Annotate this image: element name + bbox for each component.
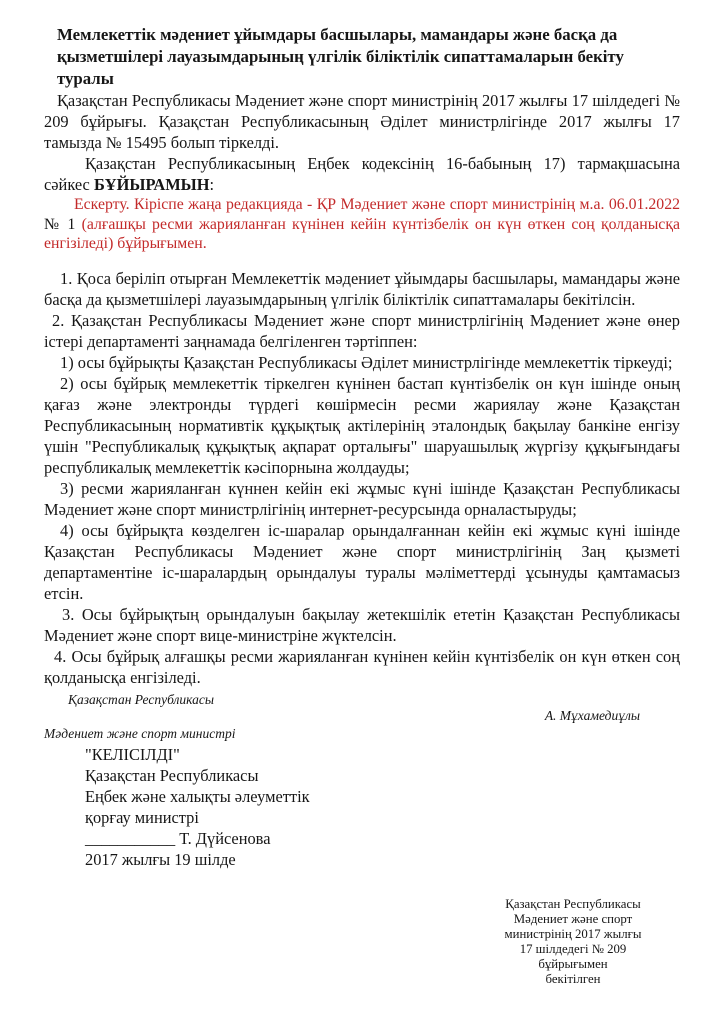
basis-colon: : [209, 175, 215, 194]
basis-text: Қазақстан Республикасының Еңбек кодексінің 16-бабының 17) тармақшасына сәйкес [44, 154, 680, 194]
agreed-date: 2017 жылғы 19 шілде [85, 849, 236, 869]
agreed-block [85, 744, 680, 870]
agreed-line-country: Қазақстан Республикасы [85, 765, 259, 785]
basis-paragraph [44, 153, 680, 195]
approval-stamp-line: министрінің 2017 жылғы [504, 927, 642, 941]
signer-title: Мәдениет және спорт министрі [44, 725, 236, 741]
order-item-2: 2. Қазақстан Республикасы Мәдениет және спорт министрлігінің Мәдениет және өнер істері департаменті заңнамада белгіленген тәртіппен: [44, 310, 680, 351]
agreed-line-minister: қорғау министрі [85, 807, 199, 827]
amendment-note-red-2: (алғашқы ресми жарияланған күнінен кейін күнтізбелік он күн өткен соң қолданысқа енгізіледі) бұйрығымен. [44, 215, 681, 252]
amendment-note-red-1: Ескерту. Кіріспе жаңа редакцияда - ҚР Мәдениет және спорт министрінің м.а. 06.01.2022 [74, 196, 680, 213]
signer-name: А. Мұхамедиұлы [544, 707, 640, 723]
approval-stamp-line: Мәдениет және спорт [513, 912, 633, 926]
document-title: Мемлекеттік мәдениет ұйымдары басшылары, мамандары және басқа да қызметшілері лауазымдарының үлгілік біліктілік сипаттамаларын бекіту туралы [57, 25, 624, 88]
order-item-1: 1. Қоса беріліп отырған Мемлекеттік мәдениет ұйымдары басшылары, мамандары және басқа да қызметшілері лауазымдарының үлгілік біліктілік сипаттамалары бекітілсін. [44, 268, 680, 309]
order-subitem-1: 1) осы бұйрықты Қазақстан Республикасы Әділет министрлігінде мемлекеттік тіркеуді; [60, 352, 673, 372]
basis-keyword: БҰЙЫРАМЫН [93, 175, 210, 194]
approval-stamp-line: Қазақстан Республикасы [505, 897, 641, 911]
signature-country: Қазақстан Республикасы [68, 691, 215, 707]
order-items [44, 268, 680, 688]
order-item-3: 3. Осы бұйрықтың орындалуын бақылау жетекшілік ететін Қазақстан Республикасы Мәдениет және спорт вице-министріне жүктелсін. [44, 604, 680, 645]
amendment-note-number: № 1 [44, 215, 76, 233]
order-subitem-4: 4) осы бұйрықта көзделген іс-шаралар орындалғаннан кейін екі жұмыс күні ішінде Қазақстан Республикасы Мәдениет және спорт министрлігінің Заң қызметі департаментіне іс-шаралардың орындалуы туралы мәліметтерді ұсынуды қамтамасыз етсін. [44, 520, 680, 603]
amendment-note [44, 195, 680, 254]
order-item-4: 4. Осы бұйрық алғашқы ресми жарияланған күнінен кейін күнтізбелік он күн өткен соң қолданысқа енгізіледі. [44, 646, 680, 687]
order-subitem-2: 2) осы бұйрық мемлекеттік тіркелген күнінен бастап күнтізбелік он күн ішінде оның қағаз және электронды түрдегі көшірмесін ресми жариялау және Қазақстан Республикасының нормативтік құқықтық актілерінің эталондық бақылау банкіне енгізу үшін "Республикалық құқықтық ақпарат орталығы" шаруашылық жүргізу құқығындағы республикалық мемлекеттік кәсіпорнына жолдауды; [44, 373, 680, 477]
approval-stamp-line: бұйрығымен [538, 957, 608, 971]
order-subitem-3: 3) ресми жарияланған күннен кейін екі жұмыс күні ішінде Қазақстан Республикасы Мәдениет және спорт министрлігінің интернет-ресурсында орналастыруды; [44, 478, 680, 519]
approval-stamp-line: бекітілген [545, 972, 601, 986]
agreed-line-ministry: Еңбек және халықты әлеуметтік [85, 786, 310, 806]
agreed-signature-line: ___________ Т. Дүйсенова [85, 828, 271, 848]
approval-stamp-line: 17 шілдедегі № 209 [519, 942, 627, 956]
intro-paragraph: Қазақстан Республикасы Мәдениет және спорт министрінің 2017 жылғы 17 шілдедегі № 209 бұйрығы. Қазақстан Республикасының Әділет министрлігінде 2017 жылғы 17 тамызда № 15495 болып тіркелді. [44, 91, 680, 152]
agreed-label: "КЕЛІСІЛДІ" [85, 744, 180, 764]
approval-stamp [494, 897, 652, 987]
